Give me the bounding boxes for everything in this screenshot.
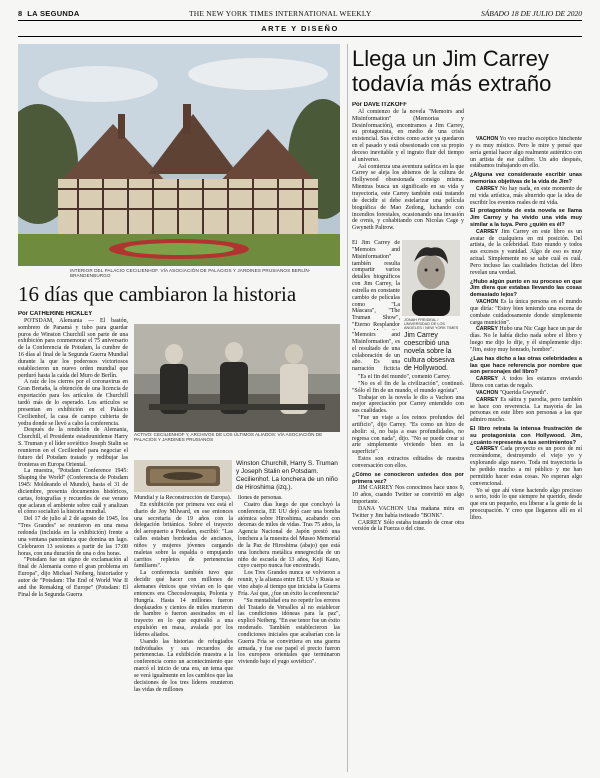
paragraph: "Es el fin del mundo", comentó Carrey.: [358, 374, 451, 380]
paragraph: "Memoirs and Misinformation", es el resultado de una colaboración de un año. Es una narración ficticia: [352, 332, 400, 372]
article-column-1-wrap: [352, 332, 400, 372]
article-column-2: [134, 495, 233, 772]
paragraph: "Su mentalidad era no repetir los errores del Tratado de Versalles al no establecer las condiciones idóneas para la paz", explicó Neiberg. "En ese tenor fue un éxito moderado. También establecieron las condiciones iniciales que acabarían con la Guerra Fría se convirtiera en una guerra armada, y fue ese papel el precio fueron los europeos orientales que terminaron viviendo bajo el yugo soviético".: [238, 597, 340, 666]
paragraph: La conferencia también tuvo que decidir qué hacer con millones de alemanes étnicos que vivían en lo que entonces era Checoslovaquia, Polonia y Hungría. Hasta 14 millones fueron desplazados y cientos de miles murieron de hambre o fueron asesinados en el trayecto en lo que equivalió a una expulsión en masa, avalada por los líderes aliados.: [134, 570, 233, 638]
paragraph: Trabajar en la novela le dio a Vachon una mejor apreciación por Carrey entendido con sus cualidades.: [352, 394, 464, 415]
answer-text: Cada proyecto es un poco de mí recreándome, destruyendo el viejo yo y explorando algo nuevo. Toda mi trayectoria la he pedido mucho a mi público y me han permitido hacer estas cosas. No esperan algo convencional.: [470, 446, 582, 487]
interview-answer: [470, 397, 582, 424]
speaker-name: CARREY: [476, 446, 498, 453]
paper-name: LA SEGUNDA: [27, 8, 80, 18]
article-column-1-wrap: [352, 240, 400, 330]
interview-answer: [470, 390, 582, 397]
big-three-photo: [134, 324, 340, 432]
section-divider: [18, 36, 582, 37]
interview-question: ¿Las has dicho a las otras celebridades a las que hace referencia por nombre que son personajes del libro?: [470, 355, 582, 376]
paragraph: El Jim Carrey de "Memoirs and Misinformation" también resulta compartir varios detalles biográficos con Jim Carrey, la estrella en constante cambio de películas como "La Máscara", "The Truman Show", "Eterno Resplandor: [352, 240, 400, 329]
paragraph: Del 17 de julio al 2 de agosto de 1945, los "Tres Grandes" se reunieron en una mesa redonda (incluida en la exhibición) frente a una ventana panorámica que domina un lago. Celebraron 13 sesiones a partir de las 17:00 horas, con una duración de una o dos horas.: [18, 516, 128, 557]
answer-text: Yo veo mucho escéptico hinchente y es muy místico. Pero le mire y pensé que sería genial hacer algo realmente auténtico con un artista de ese calibre. Un año después, estábamos trabajando en ello.: [470, 136, 582, 170]
paragraph: Así comienza una aventura satírica en la que Carrey se aleja los abismos de la cultura de Hollywood obsesionada consigo misma. Mientras busca un significado en su vida y trayectoria, este Carrey también está tratando de decidir si debe estelarizar una película biográfica de Mao Zedong, luchando con incendios forestales, ocasionando una invasión de ovnis, y cohabitando con Nicolas Cage y Gwyneth Paltrow.: [352, 163, 464, 232]
interview-answer: [470, 136, 582, 170]
paragraph: Usando las historias de refugiados individuales y sus recuerdos de pertenencias. La exhibición muestra a la conferencia como un acontecimiento que marcó el inicio de una era, un tema que se verá igualmente en los cambios que las decisiones de los tres líderes reunieron las vidas de millones: [134, 638, 233, 693]
answer-text: Es la única persona en el mundo que diría: "Estoy bien teniendo una escena de combate cuidadosamente donde simplemente carga munición".: [470, 299, 582, 326]
article-column-1: [18, 311, 128, 771]
article-column-1-lower: [352, 374, 464, 772]
speaker-name: CARREY: [476, 326, 498, 333]
page-header: [18, 6, 582, 21]
issue-date: SÁBADO 18 DE JULIO DE 2020: [480, 8, 582, 18]
paragraph: "Fue un viaje a los reinos profundos del artificio", dijo Carrey. "Es como un hizo de abolir: sí, no baja a esas profundidades, no regresa con nada", dijo. "No se puede crear si arte simplemente viviendo bien en la superficie".: [352, 415, 464, 456]
masthead: THE NEW YORK TIMES INTERNATIONAL WEEKLY: [189, 8, 372, 18]
answer-text: No hay nada, en este momento de mi vida artística, más aburrido que la idea de escribir los eventos reales de mi vida.: [470, 185, 582, 206]
speaker-name: CARREY: [476, 376, 498, 383]
interview-answer: [470, 299, 582, 326]
paragraph: En exhibición por primera vez está el diario de Joy Milward, en ese entonces una secretaria de 19 años con la delegación británica. Sobre el trayecto del aeropuerto a Potsdam, escribió: "Las calles estaban bordeadas de ancianos, niños y mujeres jóvenes cargando maletas sobre la espalda o empujando carritos repletos de pertenencias familiares".: [134, 501, 233, 570]
answer-text: Hubo una Nic Cage hace un par de días. No le había dicho nada sobre el libro y luego me dijo lo dije, y él simplemente dijo: "Jim, estoy muy honrado, hombre".: [470, 326, 582, 353]
photo-caption: INTERIOR DEL PALACIO CECILIENHOF. VÍA ASOCIACIÓN DE PALACIOS Y JARDINES PRUSIANOS BERLÍN-BRANDENBURGO: [70, 268, 311, 278]
paragraph: A raíz de los cierres por el coronavirus en Gran Bretaña, la obtención de una licencia de exportación para los artículos de Churchill tardó más de lo esperado. Los artículos se presentan en exhibición en el Palacio Cecilienhof, la casa de campo cubierta de yedra donde se llevó a cabo la conferencia.: [18, 379, 128, 427]
interview-question: ¿Hubo algún punto en su proceso en que Jim diera que estabas llevando las cosas demasiado lejos?: [470, 278, 582, 299]
lunchbox-photo: [134, 460, 232, 492]
interview-answer: DANA VACHON Una mañana mira en Twitter y Jim había twiteado "BONK".: [352, 505, 464, 519]
paragraph: Al comienzo de la novela "Memoirs and Misinformation" (Memorias y Desinformación), encontramos a Jim Carrey, su protagonista, en medio de una crisis existencial. Sus éxitos como actor ya quedaron en el pasado y está obsesionado con su propio deceso inevitable y el ingrato fluir del tiempo al universo.: [352, 108, 464, 163]
answer-text: Es sátira y parodia, pero también se hace con reverencia. La mayoría de las personas en este libro son personas a las que admiro mucho.: [470, 396, 582, 424]
photo-caption-main: Jim Carrey coescribió una novela sobre la cultura obsesiva de Hollywood.: [404, 332, 455, 372]
column-divider: [347, 44, 348, 772]
speaker-name: VACHON: [476, 389, 499, 396]
paragraph: Después de la rendición de Alemania, Churchill, el Presidente estadounidense Harry S. Truman y el líder soviético Joseph Stalin se reunieron en el Cecilienhof para negociar el futuro del Potsdam tratado y redibujar las fronteras en Europa Oriental.: [18, 427, 128, 468]
speaker-name: CARREY: [476, 185, 498, 192]
article-headline: 16 días que cambiaron la historia: [18, 282, 297, 306]
page-number-and-paper: [18, 9, 80, 18]
paragraph: llones de personas.: [238, 495, 283, 501]
paragraph: Los Tres Grandes nunca se volvieron a reunir, y la alianza entre EE UU y Rusia se vino abajo al tiempo que iniciaba la Guerra Fría. Así que, ¿fue un éxito la conferencia?: [238, 570, 340, 597]
interview-question: El protagonista de esta novela se llama Jim Carrey y ha vivido una vida muy similar a la tuya. Pero ¿quién es él?: [470, 208, 582, 228]
interview-answer: [470, 186, 582, 207]
answer-text: Yo sé que ahí viene haciendo algo precioso o serio, todo lo que siempre he querido, desde que era un pequeño, era liberar a la gente de la preocupación. Y creo que llegamos allí en el libro.: [470, 487, 582, 521]
section-title: ARTE Y DISEÑO: [261, 24, 339, 33]
interview-answer: JIM CARREY Nos conocimos hace unos 9, 10 años, cuando Twitter se convirtió en algo importante.: [352, 485, 464, 506]
interview-question: ¿Alguna vez consideraste escribir unas memorias objetivas de la vida de Jim?: [470, 172, 582, 186]
speaker-name: CARREY: [476, 396, 498, 403]
photo-caption-main: Winston Churchill, Harry S. Truman y Joseph Stalin en Potsdam. Cecilienhof. La lonchera de un niño de Hiroshima (izq.).: [236, 460, 338, 491]
article-headline: Llega un Jim Carrey todavía más extraño: [352, 46, 552, 96]
paragraph: POTSDAM, Alemania — El bastón, sombrero de Panamá y tubo para guardar puros de Winston Churchill son parte de una exhibición para conmemorar el 75 aniversario de la Conferencia de Potsdam, la cumbre de 16 días al final de la Segunda Guerra Mundial durante la que los poderosos victoriosos establecieron un nuevo orden mundial que perduró hasta la caída del Muro de Berlín.: [18, 317, 128, 379]
interview-answer: [470, 488, 582, 522]
cecilienhof-photo: [18, 44, 340, 266]
paragraph: La muestra, "Potsdam Conference 1945: Shaping the World" (Conferencia de Potsdam 1945: Moldeando el Mundo), hasta el 31 de diciembre, presenta documentos históricos, cartas, fotografías y recuerdos de ese verano que aclaran el ambiente sobre cuál y analizan el cómo socializó la historia mundial.: [18, 468, 128, 516]
interview-answer: [470, 326, 582, 353]
page-number: 8: [18, 8, 23, 18]
answer-text: Jim Carrey en este libro es un avatar de cualquiera en mi posición. Del artista, de la celebridad. Esto mundo y todos sus excesos y vanidad. Algo de eso es muy actual. Simplemente no se sabe cuál es cuál. Pero incluso las cualidades ficticias del libro revelan una verdad.: [470, 228, 582, 276]
byline: Por DAVE ITZKOFF: [352, 102, 407, 108]
paragraph: "Potsdam fue un signo de exclamación al final de Alemania como el gran problema en Europa", dijo Michael Neiberg, historiador y autor de "Potsdam: The End of World War II and the Remaking of Europe" (Potsdam: El Final de la Segunda Guerra: [18, 557, 128, 598]
photo-credit: JONAH FREIDEAL / UNIVERSIDAD DE LOS ANGELES / NEW YORK TIMES: [404, 318, 459, 330]
article-column-1: [352, 102, 464, 238]
answer-text: "Querida Gwyneth".: [499, 389, 548, 396]
interview-answer: [470, 229, 582, 277]
paragraph: Cuatro días luego de que concluyó la conferencia, EE UU dejó caer una bomba atómica sobre Hiroshima, acabando con decenas de miles de vidas. Tras 75 años, la Agencia Nacional de Japón prestó una lonchera a la muestra del Museo Memorial de la Paz de Hiroshima (abajo) que está una lonchera metálica ennegrecida de un niño de escuela de 13 años, Koji Kano, cuyo cuerpo nunca fue encontrado.: [238, 501, 340, 570]
article-column-3: [238, 495, 340, 772]
interview-question: ¿Cómo se conocieron ustedes dos por primera vez?: [352, 471, 464, 485]
interview-question: El libro retrata la intensa frustración de su protagonista con Hollywood. Jim, ¿cuánto representa a tus sentimientos?: [470, 426, 582, 446]
speaker-name: CARREY: [476, 228, 498, 235]
speaker-name: VACHON: [476, 299, 499, 306]
byline: Por CATHERINE HICKLEY: [18, 311, 93, 317]
paragraph: "No es el fin de la civilización", continuó. "Sólo el fin de un mundo, el mundo egoísta".: [352, 380, 464, 394]
jim-carrey-photo: [402, 240, 460, 316]
speaker-name: VACHON: [476, 136, 499, 142]
answer-text: A todos les estamos enviando libros con cartas de regalo.: [470, 376, 582, 390]
interview-column: [470, 136, 582, 772]
interview-answer: [470, 446, 582, 487]
photo-credit: ACTIVO: CECILIENHOF Y, ARCHIVOS DE LOS ÚLTIMOS ALIADOS: VÍA ASOCIACIÓN DE PALACIOS Y JARDINES PRUSIANOS: [134, 432, 323, 442]
paragraph: Estos son extractos editados de nuestra conversación con ellos.: [352, 456, 464, 469]
paragraph: Mundial y la Reconstrucción de Europa).: [134, 495, 232, 501]
interview-answer: CARREY Sólo estaba tratando de crear otra versión de la Fuerza o del cine.: [352, 519, 464, 533]
interview-answer: [470, 376, 582, 390]
